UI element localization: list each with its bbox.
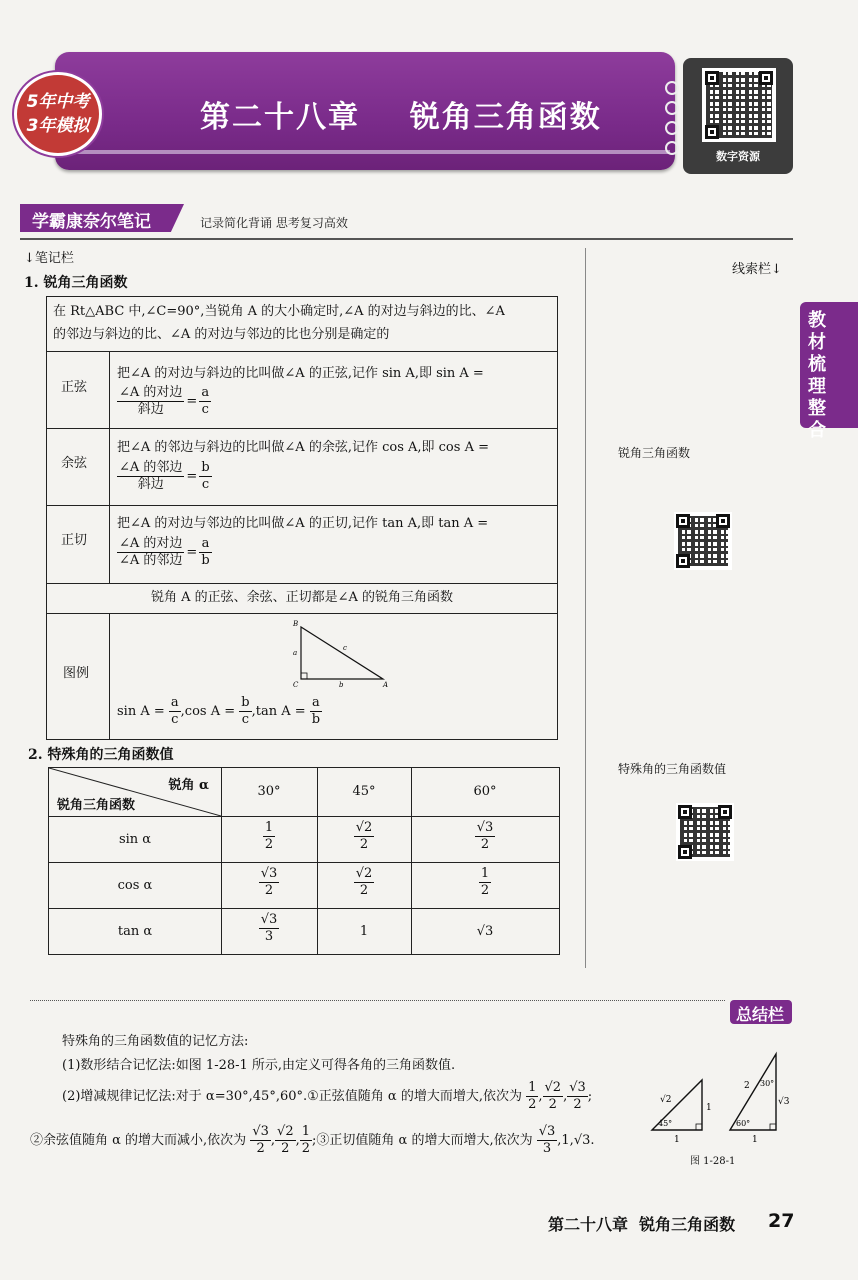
special-triangles-figure	[640, 1050, 790, 1150]
row-name-cosine: 余弦	[61, 456, 88, 471]
col-60: 60°	[473, 784, 497, 799]
svg-text:A: A	[383, 681, 389, 689]
col-30: 30°	[257, 784, 281, 799]
notes-column-label: ↓笔记栏	[24, 251, 74, 266]
right-triangle-figure	[287, 617, 397, 689]
logo-line2: 3年模拟	[26, 116, 90, 136]
svg-text:1: 1	[706, 1103, 712, 1113]
clue-column-label: 线索栏↓	[732, 262, 782, 277]
svg-text:√3: √3	[778, 1097, 790, 1107]
banner-stripe	[60, 150, 670, 154]
tan-30: $\frac{√3}{3}$	[260, 912, 278, 944]
summary-line4: ②余弦值随角 α 的增大而减小,依次为 $\frac{√3}{2}$ , $\frac{√2}{2}$ , $\frac{1}{2}$ ;③正切值随角 α 的增大而增大,依次为 $\frac{√3}{3}$ ,1,√3.	[30, 1124, 595, 1156]
row-name-tangent: 正切	[61, 533, 88, 548]
qr-code-icon[interactable]	[676, 803, 734, 861]
svg-text:1: 1	[674, 1135, 680, 1145]
qr-label: 数字资源	[716, 150, 760, 163]
sin-60: $\frac{√3}{2}$	[476, 820, 494, 852]
notes-tag-text: 学霸康奈尔笔记	[32, 212, 151, 232]
svg-text:45°: 45°	[658, 1119, 673, 1128]
column-divider	[585, 248, 586, 968]
row-name-sine: 正弦	[61, 380, 88, 395]
row-tan: tan α	[117, 924, 153, 939]
summary-line1: 特殊角的三角函数值的记忆方法:	[62, 1034, 249, 1049]
cos-30: $\frac{√3}{2}$	[260, 866, 278, 898]
notes-subtitle: 记录简化背诵 思考复习高效	[200, 216, 348, 230]
svg-text:C: C	[293, 681, 299, 689]
row-text-tangent: 把∠A 的对边与邻边的比叫做∠A 的正切,记作 tan A,即 tan A =	[117, 516, 489, 531]
clue-heading-2: 特殊角的三角函数值	[618, 762, 727, 776]
side-tab-text: 教材梳理整合	[808, 310, 826, 441]
svg-text:60°: 60°	[736, 1119, 751, 1128]
series-logo	[14, 72, 102, 156]
clue-heading-1: 锐角三角函数	[618, 446, 691, 460]
svg-text:B: B	[293, 620, 299, 628]
tan-60: √3	[476, 924, 494, 939]
cosine-formula: $\frac{\text{∠A 的邻边}}{\text{斜边}}$ = $\frac{b}{c}$	[119, 460, 210, 492]
tan-45: 1	[359, 924, 369, 939]
summary-tag-text: 总结栏	[736, 1005, 785, 1024]
header-angle: 锐角 α	[168, 778, 209, 793]
qr-code-icon[interactable]	[702, 68, 776, 142]
summary-line2: (1)数形结合记忆法:如图 1-28-1 所示,由定义可得各角的三角函数值.	[62, 1058, 456, 1073]
svg-text:30°: 30°	[760, 1079, 775, 1088]
special-angle-table	[48, 767, 560, 955]
intro-line2: 的邻边与斜边的比、∠A 的对边与邻边的比也分别是确定的	[53, 327, 390, 342]
sin-45: $\frac{√2}{2}$	[355, 820, 373, 852]
row-text-cosine: 把∠A 的邻边与斜边的比叫做∠A 的余弦,记作 cos A,即 cos A =	[117, 440, 489, 455]
figure-caption: 图 1-28-1	[690, 1156, 736, 1167]
summary-row: 锐角 A 的正弦、余弦、正切都是∠A 的锐角三角函数	[150, 590, 454, 605]
tangent-formula: $\frac{\text{∠A 的对边}}{\text{∠A 的邻边}}$ = $\frac{a}{b}$	[119, 536, 210, 568]
chapter-title: 第二十八章 锐角三角函数	[200, 100, 602, 135]
qr-code-icon[interactable]	[674, 512, 732, 570]
row-cos: cos α	[117, 878, 153, 893]
row-text-sine: 把∠A 的对边与斜边的比叫做∠A 的正弦,记作 sin A,即 sin A =	[117, 366, 484, 381]
svg-text:c: c	[343, 644, 347, 652]
divider	[20, 238, 793, 240]
figure-formula: sin A = $\frac{a}{c}$ ,cos A = $\frac{b}{c}$ ,tan A = $\frac{a}{b}$	[117, 695, 321, 727]
cos-45: $\frac{√2}{2}$	[355, 866, 373, 898]
svg-text:1: 1	[752, 1135, 758, 1145]
cos-60: $\frac{1}{2}$	[480, 866, 490, 898]
header-function: 锐角三角函数	[57, 798, 136, 813]
sine-formula: $\frac{\text{∠A 的对边}}{\text{斜边}}$ = $\frac{a}{c}$	[119, 385, 210, 417]
footer-title: 第二十八章 锐角三角函数	[548, 1215, 736, 1234]
figure-label: 图例	[63, 666, 90, 681]
sin-30: $\frac{1}{2}$	[264, 820, 274, 852]
row-sin: sin α	[118, 832, 152, 847]
intro-line1: 在 Rt△ABC 中,∠C=90°,当锐角 A 的大小确定时,∠A 的对边与斜边的比、∠A	[53, 304, 505, 319]
svg-text:a: a	[293, 649, 298, 657]
section-heading: 1. 锐角三角函数	[24, 275, 128, 291]
section-heading-2: 2. 特殊角的三角函数值	[28, 747, 174, 763]
svg-text:2: 2	[744, 1081, 750, 1091]
col-45: 45°	[352, 784, 376, 799]
page-number: 27	[768, 1210, 795, 1232]
definition-table	[46, 296, 558, 740]
svg-text:b: b	[339, 681, 344, 689]
summary-line3: (2)增减规律记忆法:对于 α=30°,45°,60°.①正弦值随角 α 的增大而增大,依次为 $\frac{1}{2}$ , $\frac{√2}{2}$ , $\frac{√3}{2}$ ;	[62, 1080, 593, 1112]
logo-line1: 5年中考	[26, 92, 90, 112]
svg-text:√2: √2	[660, 1095, 672, 1105]
summary-divider	[30, 1000, 725, 1001]
